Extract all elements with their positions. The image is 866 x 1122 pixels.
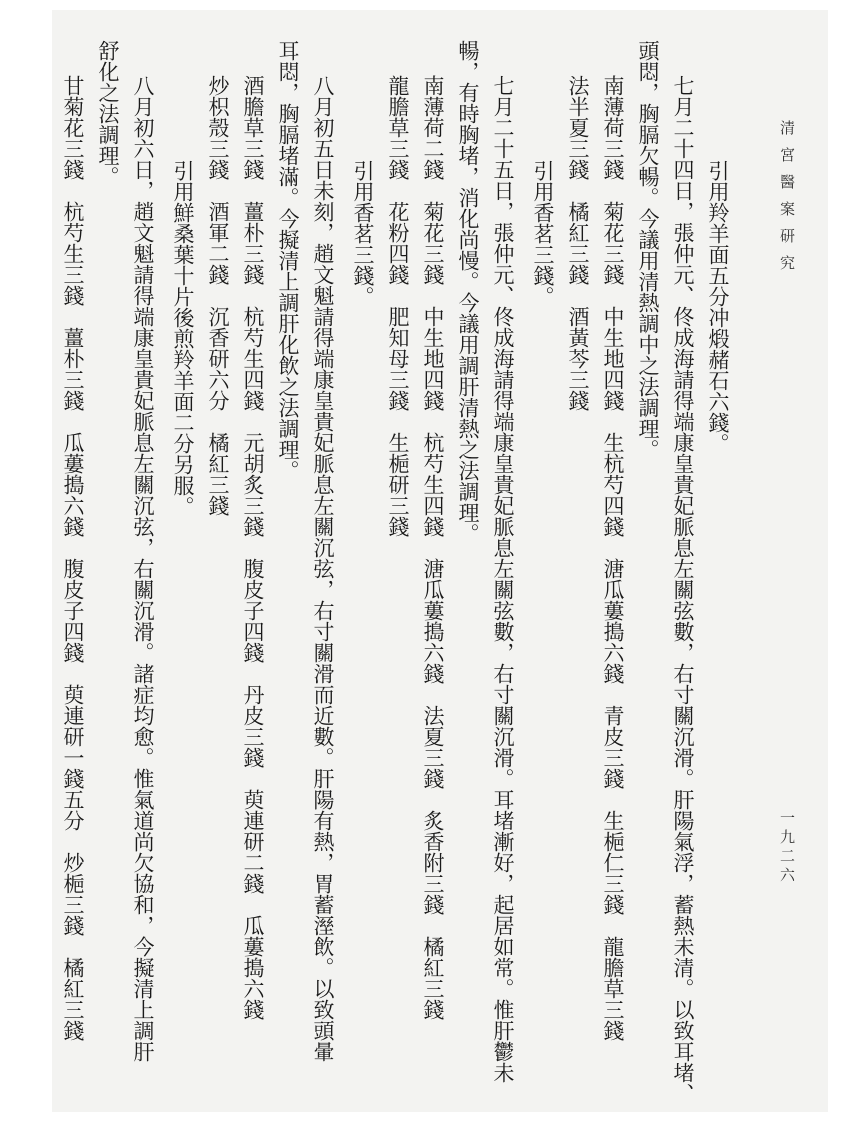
text-column: 引用羚羊面五分冲煅赭石六錢。	[706, 160, 730, 454]
prescription-column: 龍膽草三錢 花粉四錢 肥知母三錢 生梔研三錢	[386, 75, 410, 537]
document-page	[52, 10, 828, 1112]
prescription-column: 甘菊花三錢 杭芍生三錢 薑朴三錢 瓜蔞搗六錢 腹皮子四錢 萸連研一錢五分 炒梔三錢 橘紅三錢	[61, 75, 85, 1041]
text-column: 暢，有時胸堵，消化尚慢。今議用調肝清熱之法調理。	[456, 40, 480, 544]
page-number: 一九二六	[778, 810, 796, 886]
running-header: 清宮醫案研究	[778, 120, 796, 282]
text-column: 舒化之法調理。	[96, 40, 120, 187]
text-column: 引用香茗三錢。	[351, 160, 375, 307]
prescription-column: 酒膽草三錢 薑朴三錢 杭芍生四錢 元胡炙三錢 腹皮子四錢 丹皮三錢 萸連研二錢 瓜蔞搗六錢	[241, 75, 265, 1020]
prescription-column: 南薄荷二錢 菊花三錢 中生地四錢 杭芍生四錢 溏瓜蔞搗六錢 法夏三錢 炙香附三錢 橘紅三錢	[421, 75, 445, 1020]
text-column: 引用鮮桑葉十片後煎羚羊面二分另服。	[171, 160, 195, 517]
text-column: 頭悶，胸膈欠暢。今議用清熱調中之法調理。	[636, 40, 660, 460]
text-column: 引用香茗三錢。	[531, 160, 555, 307]
text-column: 七月二十四日，張仲元、佟成海請得端康皇貴妃脈息左關弦數，右寸關沉滑。肝陽氣浮，蓄熱未清。以致耳堵、	[671, 75, 695, 1104]
text-column: 耳悶，胸膈堵滿。今擬清上調肝化飲之法調理。	[276, 40, 300, 481]
prescription-column: 法半夏三錢 橘紅三錢 酒黃芩三錢	[566, 75, 590, 411]
text-column: 七月二十五日，張仲元、佟成海請得端康皇貴妃脈息左關弦數，右寸關沉滑。耳堵漸好，起居如常。惟肝鬱未	[491, 75, 515, 1083]
prescription-column: 炒枳殼三錢 酒軍二錢 沉香研六分 橘紅三錢	[206, 75, 230, 516]
text-column: 八月初六日，趙文魁請得端康皇貴妃脈息左關沉弦，右關沉滑。諸症均愈。惟氣道尚欠協和，今擬清上調肝	[131, 75, 155, 1062]
prescription-column: 南薄荷三錢 菊花三錢 中生地四錢 生杭芍四錢 溏瓜蔞搗六錢 青皮三錢 生梔仁三錢 龍膽草三錢	[601, 75, 625, 1041]
text-column: 八月初五日未刻，趙文魁請得端康皇貴妃脈息左關沉弦，右寸關滑而近數。肝陽有熱，胃蓄溼飲。以致頭暈	[311, 75, 335, 1062]
